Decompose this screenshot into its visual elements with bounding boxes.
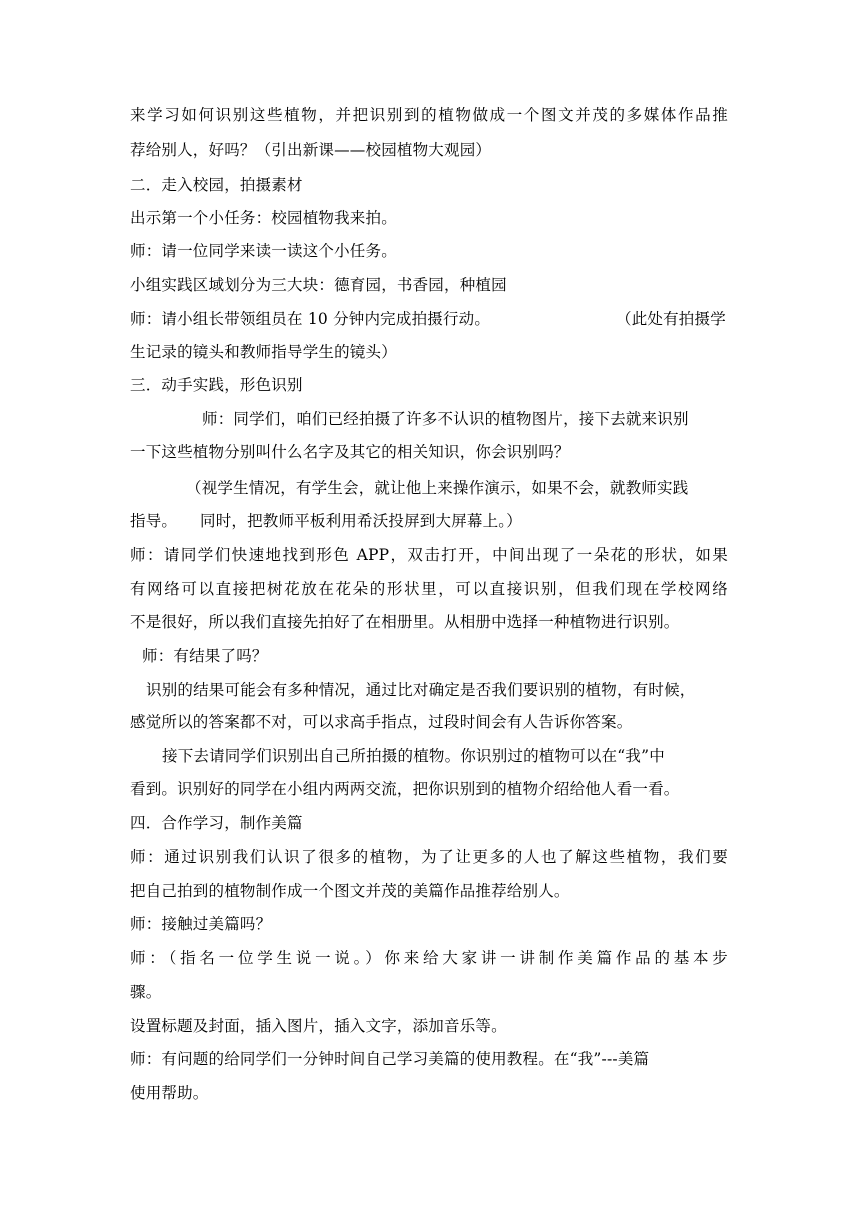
paragraph-line	[130, 948, 728, 968]
paragraph-line: 设置标题及封面，插入图片，插入文字，添加音乐等。	[130, 1017, 507, 1035]
paragraph-line: （视学生情况，有学生会，就让他上来操作演示，如果不会，就教师实践	[186, 479, 689, 497]
paragraph-line: 荐给别人，好吗？（引出新课——校园植物大观园）	[130, 141, 492, 159]
paragraph-line: 小组实践区域划分为三大块：德育园，书香园，种植园	[130, 276, 507, 294]
line-text: 师：请同学们快速地找到形色 APP，双击打开，中间出现了一朵花的形状，如果	[130, 546, 728, 564]
paragraph-line: 不是很好，所以我们直接先拍好了在相册里。从相册中选择一种植物进行识别。	[130, 613, 680, 631]
paragraph-line: 师：请小组长带领组员在 10 分钟内完成拍摄行动。	[130, 310, 491, 328]
paragraph-line: 师：同学们，咱们已经拍摄了许多不认识的植物图片，接下去就来识别	[202, 410, 689, 428]
paragraph-line: 同时，把教师平板利用希沃投屏到大屏幕上。）	[200, 512, 522, 530]
paragraph-line: 师：有结果了吗？	[142, 647, 268, 665]
line-text: 来学习如何识别这些植物，并把识别到的植物做成一个图文并茂的多媒体作品推	[130, 106, 728, 124]
paragraph-line	[130, 105, 728, 125]
section-heading: 二．走入校园，拍摄素材	[130, 176, 303, 194]
paragraph-line: 一下这些植物分别叫什么名字及其它的相关知识，你会识别吗？	[130, 443, 570, 461]
paragraph-line: 指导。	[130, 512, 178, 530]
section-heading: 四．合作学习，制作美篇	[130, 814, 303, 832]
paragraph-line: 看到。识别好的同学在小组内两两交流，把你识别到的植物介绍给他人看一看。	[130, 780, 680, 798]
paragraph-line	[130, 579, 728, 599]
line-text: 有网络可以直接把树花放在花朵的形状里，可以直接识别，但我们现在学校网络	[130, 580, 728, 598]
paragraph-line	[130, 847, 728, 867]
paragraph-line: 师：接触过美篇吗？	[130, 915, 272, 933]
paragraph-line: 识别的结果可能会有多种情况，通过比对确定是否我们要识别的植物，有时候，	[146, 681, 696, 699]
paragraph-line	[130, 545, 728, 565]
line-text: 师：（指名一位学生说一说。）你来给大家讲一讲制作美篇作品的基本步	[130, 949, 728, 967]
paragraph-line: 把自己拍到的植物制作成一个图文并茂的美篇作品推荐给别人。	[130, 882, 570, 900]
paragraph-line: 生记录的镜头和教师指导学生的镜头）	[130, 343, 397, 361]
paragraph-line: 出示第一个小任务：校园植物我来拍。	[130, 209, 397, 227]
paragraph-line: 感觉所以的答案都不对，可以求高手指点，过段时间会有人告诉你答案。	[130, 713, 633, 731]
section-heading: 三．动手实践，形色识别	[130, 376, 303, 394]
paragraph-line: 接下去请同学们识别出自己所拍摄的植物。你识别过的植物可以在“我”中	[162, 747, 665, 765]
paragraph-line: 使用帮助。	[130, 1084, 209, 1102]
paragraph-line: 师：请一位同学来读一读这个小任务。	[130, 242, 397, 260]
paragraph-line: 师：有问题的给同学们一分钟时间自己学习美篇的使用教程。在“我”---美篇	[130, 1050, 650, 1068]
paragraph-line: 骤。	[130, 983, 162, 1001]
paragraph-line-right: （此处有拍摄学	[616, 310, 726, 328]
line-text: 师：通过识别我们认识了很多的植物，为了让更多的人也了解这些植物，我们要	[130, 848, 728, 866]
